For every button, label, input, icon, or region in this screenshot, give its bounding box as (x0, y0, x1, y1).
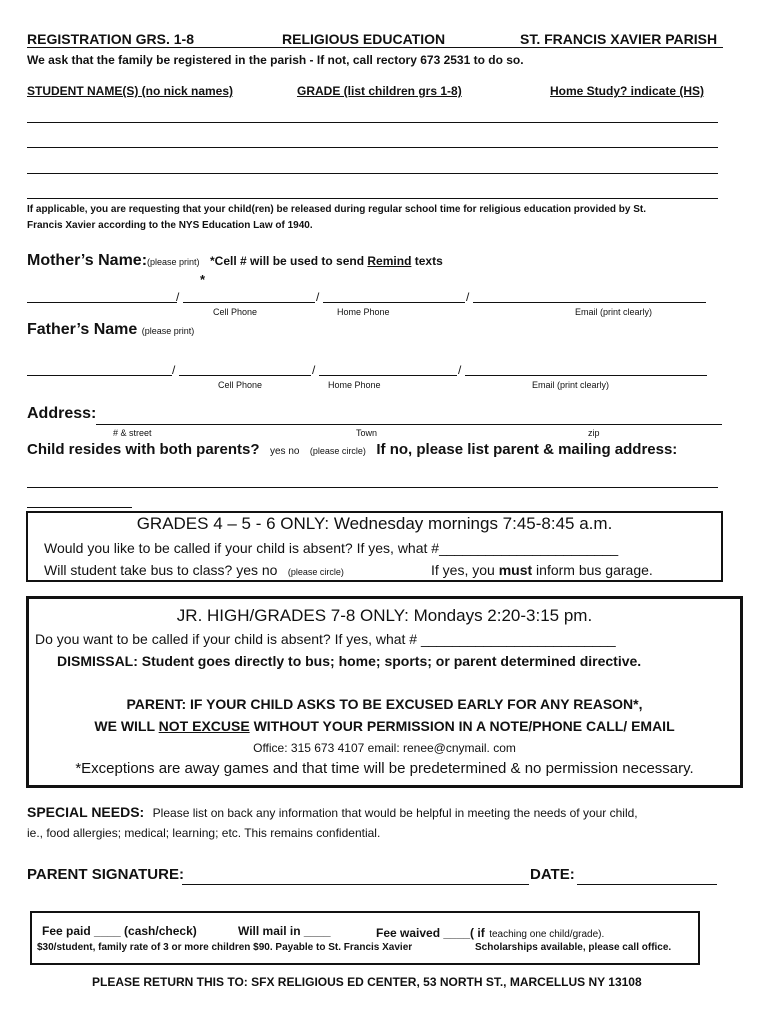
grade-header: GRADE (list children grs 1-8) (297, 84, 462, 98)
student-line-4[interactable] (27, 198, 718, 199)
slash-4: / (172, 363, 176, 377)
slash-3: / (466, 290, 470, 304)
grades-456-bus-row (44, 562, 344, 580)
exceptions-note: *Exceptions are away games and that time will be predetermined & no permission necessary. (75, 760, 694, 777)
if-no-note: If no, please list parent & mailing address: (376, 441, 678, 458)
dismissal-text: DISMISSAL: Student goes directly to bus; home; sports; or parent determined directive. (57, 653, 642, 669)
mother-row (27, 252, 443, 270)
address-label: Address: (27, 405, 97, 422)
father-cell-label: Cell Phone (218, 380, 263, 390)
parent-excuse-line-1: PARENT: IF YOUR CHILD ASKS TO BE EXCUSED EARLY FOR ANY REASON*, (126, 696, 643, 712)
jr-high-absent: Do you want to be called if your child is absent? If yes, what # _________________________ (35, 631, 616, 647)
fee-waived-note: teaching one child/grade). (489, 929, 605, 940)
fee-waived-row[interactable] (376, 924, 604, 942)
slash-1: / (176, 290, 180, 304)
slash-6: / (458, 363, 462, 377)
parent-excuse-line-2: WE WILL NOT EXCUSE WITHOUT YOUR PERMISSION IN A NOTE/PHONE CALL/ EMAIL (94, 718, 675, 734)
father-label: Father’s Name (27, 321, 138, 338)
grades-456-absent: Would you like to be called if your child is absent? If yes, what #_______________________ (44, 540, 619, 556)
bus-garage-note: If yes, you must inform bus garage. (431, 562, 653, 578)
street-label: # & street (113, 428, 152, 438)
parent-mailing-field[interactable] (27, 487, 718, 488)
student-line-1[interactable] (27, 122, 718, 123)
mother-print-note: (please print) (147, 257, 200, 267)
mother-name-field[interactable] (27, 302, 177, 303)
slash-2: / (316, 290, 320, 304)
fee-waived[interactable]: Fee waived ____( if (376, 926, 485, 940)
header-religious-education: RELIGIOUS EDUCATION (282, 31, 446, 47)
father-name-field[interactable] (27, 375, 172, 376)
father-home-field[interactable] (319, 375, 457, 376)
parish-notice: We ask that the family be registered in the parish - If not, call rectory 673 2531 to do so. (27, 53, 524, 67)
special-needs-text-1: Please list on back any information that would be helpful in meeting the needs of your child, (152, 806, 638, 820)
jr-high-title: JR. HIGH/GRADES 7-8 ONLY: Mondays 2:20-3:15 pm. (176, 606, 593, 625)
header-parish: ST. FRANCIS XAVIER PARISH (520, 31, 718, 47)
office-contact: Office: 315 673 4107 email: renee@cnymail. com (253, 741, 516, 755)
resides-question: Child resides with both parents? (27, 441, 260, 458)
header-rule (27, 47, 723, 48)
father-email-label: Email (print clearly) (532, 380, 610, 390)
slash-5: / (312, 363, 316, 377)
student-name-header: STUDENT NAME(S) (no nick names) (27, 84, 234, 98)
father-email-field[interactable] (465, 375, 707, 376)
fee-paid[interactable]: Fee paid ____ (cash/check) (42, 924, 197, 938)
date-field[interactable] (577, 884, 717, 885)
will-mail-in[interactable]: Will mail in ____ (238, 924, 331, 938)
cell-remind-note: *Cell # will be used to send Remind texts (210, 254, 443, 268)
date-label: DATE: (530, 866, 575, 883)
father-print-note: (please print) (141, 326, 195, 336)
father-row (27, 321, 194, 339)
return-address: PLEASE RETURN THIS TO: SFX RELIGIOUS ED CENTER, 53 NORTH ST., MARCELLUS NY 13108 (92, 975, 642, 989)
mother-email-label: Email (print clearly) (575, 307, 653, 317)
mother-label: Mother’s Name: (27, 252, 148, 269)
special-needs-row (27, 804, 638, 822)
release-text-1: If applicable, you are requesting that your child(ren) be released during regular school time for religious education provided by St. (27, 204, 647, 215)
parent-mailing-field-2[interactable] (27, 507, 132, 508)
signature-label: PARENT SIGNATURE: (27, 866, 184, 883)
fee-rates: $30/student, family rate of 3 or more children $90. Payable to St. Francis Xavier (37, 942, 413, 953)
resides-circle-note: (please circle) (309, 446, 366, 456)
home-study-header: Home Study? indicate (HS) (550, 84, 705, 98)
town-label: Town (356, 428, 378, 438)
grades-456-title: GRADES 4 – 5 - 6 ONLY: Wednesday mornings 7:45-8:45 a.m. (136, 514, 613, 533)
mother-cell-label: Cell Phone (213, 307, 258, 317)
father-home-label: Home Phone (328, 380, 381, 390)
address-field[interactable] (96, 424, 722, 425)
mother-email-field[interactable] (473, 302, 706, 303)
scholarships-note: Scholarships available, please call office. (475, 942, 672, 953)
mother-cell-field[interactable] (183, 302, 315, 303)
release-text-2: Francis Xavier according to the NYS Education Law of 1940. (27, 220, 313, 231)
mother-home-field[interactable] (323, 302, 465, 303)
bus-question[interactable]: Will student take bus to class? yes no (44, 562, 278, 578)
bus-circle-note: (please circle) (287, 567, 344, 577)
resides-yes-no[interactable]: yes no (269, 446, 300, 457)
mother-star: * (200, 272, 206, 287)
father-cell-field[interactable] (179, 375, 311, 376)
special-needs-text-2: ie., food allergies; medical; learning; etc. This remains confidential. (27, 826, 381, 840)
special-needs-label: SPECIAL NEEDS: (27, 804, 145, 820)
signature-field[interactable] (182, 884, 529, 885)
header-registration: REGISTRATION GRS. 1-8 (27, 31, 194, 47)
student-line-2[interactable] (27, 147, 718, 148)
mother-home-label: Home Phone (337, 307, 390, 317)
resides-row (27, 441, 677, 459)
zip-label: zip (588, 428, 600, 438)
student-line-3[interactable] (27, 173, 718, 174)
